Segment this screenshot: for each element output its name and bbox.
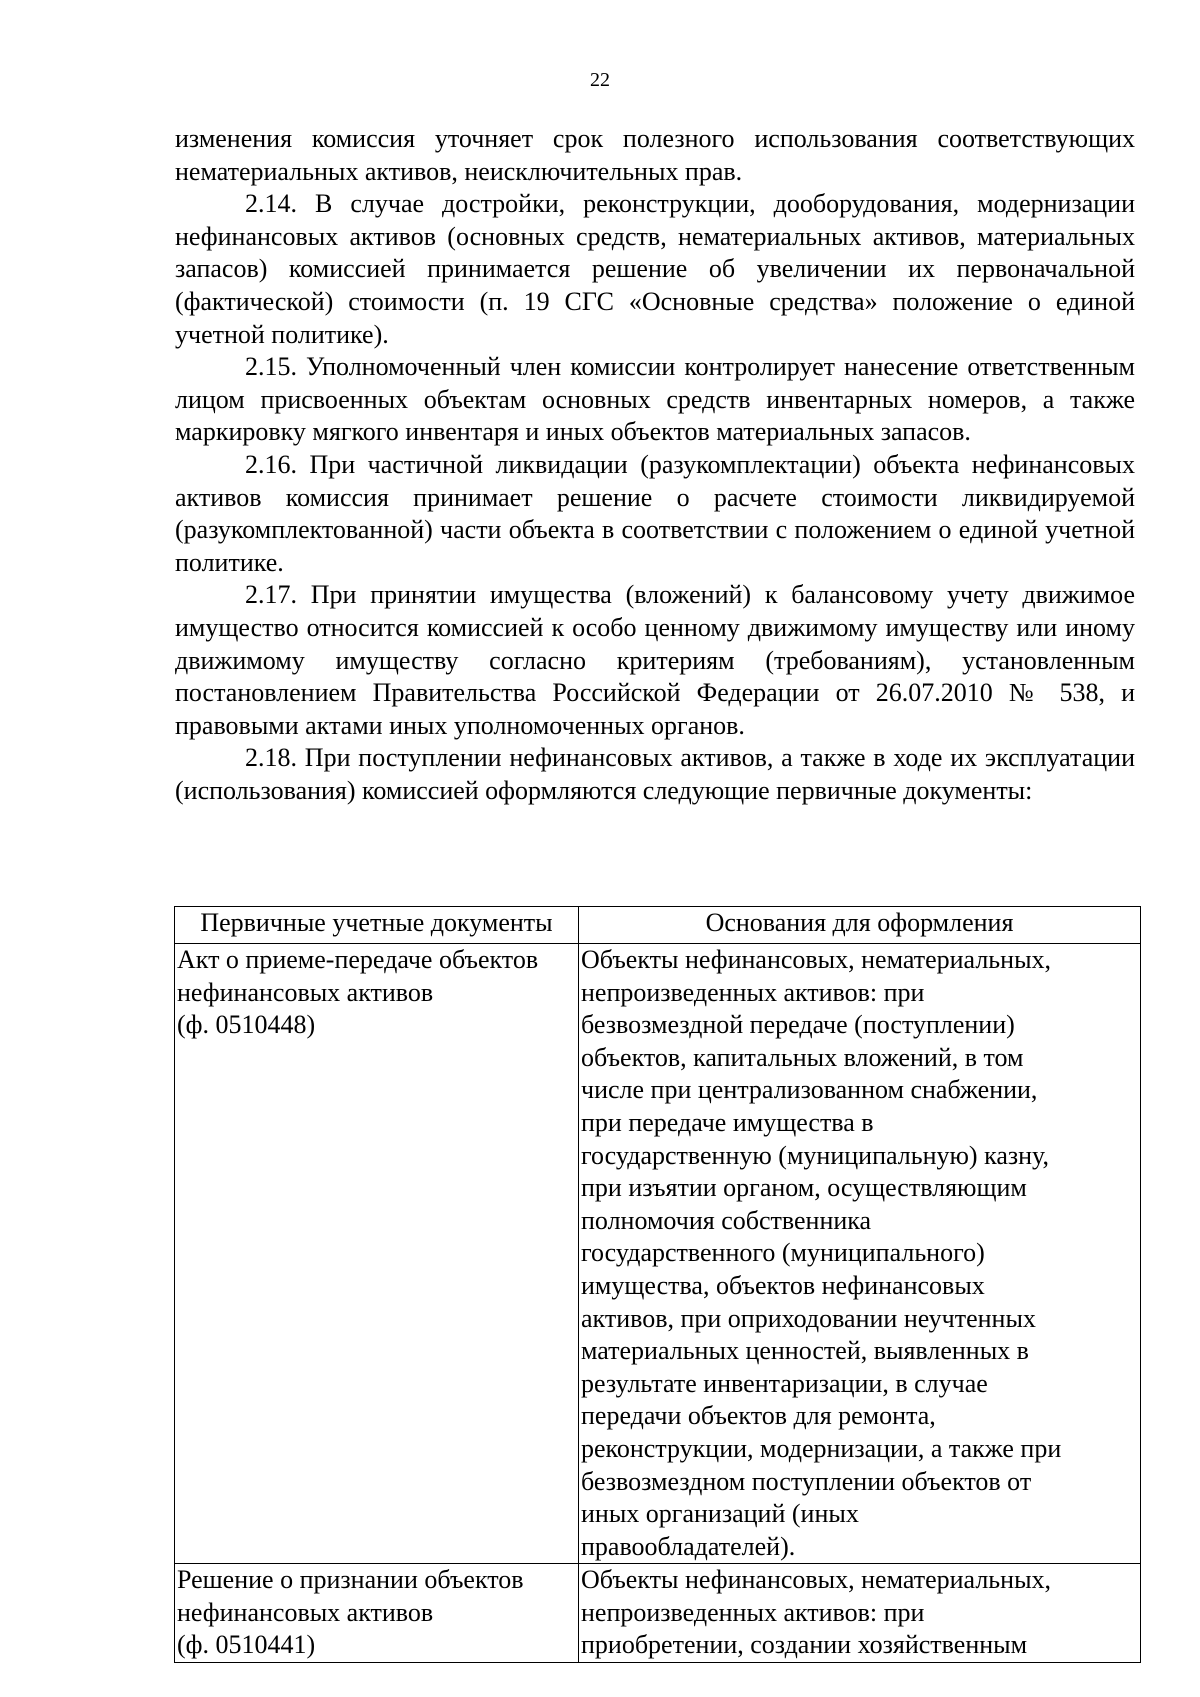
basis-line: при изъятии органом, осуществляющим (581, 1173, 1027, 1203)
document-name-line: нефинансовых активов (177, 1597, 434, 1627)
basis-line: безвозмездном поступлении объектов от (581, 1466, 1032, 1496)
basis-line: приобретении, создании хозяйственным (581, 1630, 1028, 1660)
document-name-line: Решение о признании объектов (177, 1565, 524, 1595)
table-header-basis: Основания для оформления (579, 907, 1141, 944)
table-row (175, 944, 1141, 1564)
table-row (175, 1564, 1141, 1663)
basis-cell (579, 1564, 1141, 1663)
paragraph: 2.14. В случае достройки, реконструкции, дооборудования, модернизации нефинансовых активов (основных средств, нематериальных активов, материальных запасов) комиссией принимается решение об увеличении их первоначальной (фактической) стоимости (п. 19 СГС «Основные средства» положение о единой учетной политике). (175, 189, 1135, 349)
document-name-cell (175, 1564, 579, 1663)
basis-line: Объекты нефинансовых, нематериальных, (581, 1565, 1052, 1595)
paragraph: 2.18. При поступлении нефинансовых активов, а также в ходе их эксплуатации (использования) комиссией оформляются следующие первичные документы: (175, 743, 1135, 805)
basis-line: государственную (муниципальную) казну, (581, 1140, 1049, 1170)
basis-line: правообладателей). (581, 1531, 796, 1561)
paragraph: изменения комиссия уточняет срок полезного использования соответствующих нематериальных активов, неисключительных прав. (175, 124, 1135, 186)
basis-line: числе при централизованном снабжении, (581, 1075, 1038, 1105)
primary-documents-table (174, 906, 1141, 1663)
basis-line: при передаче имущества в (581, 1107, 874, 1137)
basis-cell (579, 944, 1141, 1564)
document-body (175, 123, 1135, 807)
basis-line: государственного (муниципального) (581, 1238, 985, 1268)
basis-line: иных организаций (иных (581, 1499, 859, 1529)
document-name-line: (ф. 0510448) (177, 1010, 316, 1040)
basis-line: имущества, объектов нефинансовых (581, 1270, 985, 1300)
basis-line: активов, при оприходовании неучтенных (581, 1303, 1036, 1333)
document-name-line: нефинансовых активов (177, 977, 434, 1007)
basis-line: безвозмездной передаче (поступлении) (581, 1010, 1015, 1040)
paragraph: 2.15. Уполномоченный член комиссии контролирует нанесение ответственным лицом присвоенных объектам основных средств инвентарных номеров, а также маркировку мягкого инвентаря и иных объектов материальных запасов. (175, 352, 1135, 447)
basis-line: непроизведенных активов: при (581, 977, 925, 1007)
basis-line: материальных ценностей, выявленных в (581, 1336, 1029, 1366)
basis-line: результате инвентаризации, в случае (581, 1368, 988, 1398)
document-name-line: (ф. 0510441) (177, 1630, 316, 1660)
basis-line: полномочия собственника (581, 1205, 872, 1235)
table-header-documents: Первичные учетные документы (175, 907, 579, 944)
document-name-line: Акт о приеме-передаче объектов (177, 945, 539, 974)
basis-line: объектов, капитальных вложений, в том (581, 1042, 1024, 1072)
basis-line: непроизведенных активов: при (581, 1597, 925, 1627)
document-name-cell (175, 944, 579, 1564)
basis-line: реконструкции, модернизации, а также при (581, 1433, 1062, 1463)
paragraph: 2.16. При частичной ликвидации (разукомплектации) объекта нефинансовых активов комиссия принимает решение о расчете стоимости ликвидируемой (разукомплектованной) части объекта в соответствии с положением о единой учетной политике. (175, 449, 1135, 577)
paragraph: 2.17. При принятии имущества (вложений) к балансовому учету движимое имущество относится комиссией к особо ценному движимому имуществу или иному движимому имуществу согласно критериям (требованиям), установленным постановлением Правительства Российской Федерации от 26.07.2010 № 538, и правовыми актами иных уполномоченных органов. (175, 580, 1135, 740)
table-header-row (175, 907, 1141, 944)
basis-line: передачи объектов для ремонта, (581, 1401, 936, 1431)
page-number: 22 (590, 69, 610, 91)
basis-line: Объекты нефинансовых, нематериальных, (581, 945, 1052, 974)
